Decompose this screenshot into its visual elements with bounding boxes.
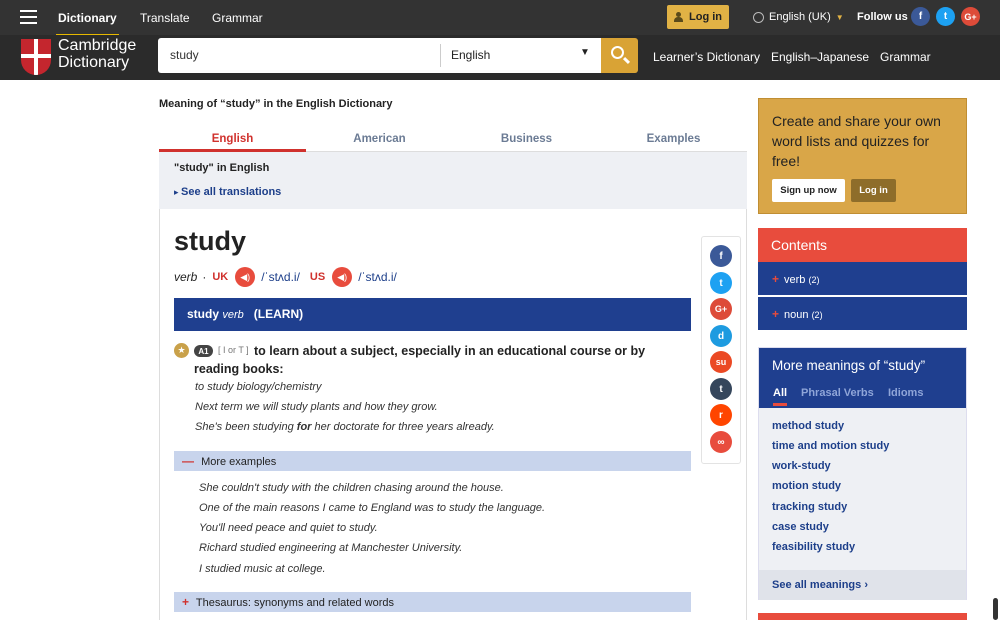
- dictionary-tabs: [159, 129, 747, 152]
- twitter-share-icon[interactable]: t: [710, 272, 732, 294]
- more-meanings-panel: [758, 347, 967, 600]
- see-all-footer: [759, 570, 966, 600]
- learners-dictionary-link[interactable]: Learner’s Dictionary: [653, 50, 760, 64]
- follow-us-label: Follow us: [857, 11, 908, 23]
- chevron-down-icon: ▼: [835, 12, 844, 22]
- tab-business[interactable]: Business: [500, 133, 553, 145]
- grammar-link[interactable]: Grammar: [880, 50, 931, 64]
- facebook-icon[interactable]: f: [911, 7, 930, 26]
- google-plus-icon[interactable]: G+: [961, 7, 980, 26]
- tab-idioms[interactable]: Idioms: [888, 387, 924, 399]
- next-panel-header: [758, 613, 967, 620]
- thesaurus-label: Thesaurus: synonyms and related words: [195, 597, 394, 609]
- logo-line-1: Cambridge: [58, 37, 137, 54]
- example-sentence: Next term we will study plants and how they grow.: [195, 401, 438, 413]
- search-icon: [611, 46, 624, 59]
- facebook-share-icon[interactable]: f: [710, 245, 732, 267]
- page-title: Meaning of “study” in the English Dictionary: [159, 98, 393, 110]
- related-meaning-link[interactable]: feasibility study: [772, 541, 856, 553]
- tumblr-share-icon[interactable]: t: [710, 378, 732, 400]
- definition: to learn about a subject, especially in an educational course or by reading books:: [194, 344, 646, 376]
- top-nav: [0, 0, 1000, 35]
- related-meaning-link[interactable]: work-study: [772, 460, 831, 472]
- sense-header: [174, 298, 691, 331]
- logo[interactable]: [58, 37, 136, 71]
- cambridge-crest-icon[interactable]: [21, 39, 51, 75]
- tab-phrasal-verbs[interactable]: Phrasal Verbs: [801, 387, 874, 399]
- tab-all[interactable]: All: [773, 387, 788, 399]
- tab-examples[interactable]: Examples: [646, 133, 701, 145]
- example-text: her doctorate for three years already.: [311, 421, 495, 433]
- grammar-code: [ I or T ]: [218, 345, 249, 355]
- promo-text: Create and share your own word lists and quizzes for free!: [772, 113, 941, 169]
- speaker-icon[interactable]: ◀): [235, 267, 255, 287]
- see-all-translations-link[interactable]: ▸ See all translations: [174, 186, 281, 198]
- sign-up-button[interactable]: Sign up now: [772, 179, 845, 202]
- search-divider: [440, 44, 441, 67]
- translations-panel: [159, 152, 747, 209]
- sense-word: study: [187, 307, 220, 321]
- contents-label: verb: [784, 274, 806, 286]
- uk-label: UK: [212, 271, 229, 283]
- contents-item-verb[interactable]: [758, 262, 967, 295]
- login-label: Log in: [689, 11, 722, 23]
- more-example: I studied music at college.: [199, 563, 326, 575]
- tab-english[interactable]: English: [211, 133, 254, 145]
- plus-icon: +: [772, 307, 780, 321]
- related-meaning-link[interactable]: case study: [772, 521, 829, 533]
- uk-ipa: /ˈstʌd.i/: [261, 270, 300, 284]
- related-meaning-link[interactable]: time and motion study: [772, 440, 890, 452]
- stumbleupon-share-icon[interactable]: su: [710, 351, 732, 373]
- tab-american[interactable]: American: [353, 133, 406, 145]
- more-meanings-header: [759, 348, 966, 408]
- english-japanese-link[interactable]: English–Japanese: [771, 50, 870, 64]
- related-meaning-link[interactable]: tracking study: [772, 501, 848, 513]
- headword: study: [174, 226, 247, 256]
- contents-label: noun: [784, 309, 809, 321]
- menu-icon[interactable]: [20, 10, 37, 24]
- translations-title: "study" in English: [174, 162, 270, 174]
- chevron-down-icon[interactable]: ▼: [580, 47, 590, 58]
- more-example: She couldn't study with the children chasing around the house.: [199, 482, 504, 494]
- sense-pos: verb: [222, 309, 244, 321]
- language-label: English (UK): [769, 11, 831, 23]
- example-collocation: for: [296, 421, 312, 433]
- sense-guideword: (LEARN): [253, 307, 304, 321]
- login-button[interactable]: [667, 5, 729, 29]
- share-bar: [701, 236, 741, 464]
- globe-icon: [753, 12, 764, 23]
- cefr-level-badge: A1: [194, 345, 213, 357]
- related-meaning-link[interactable]: method study: [772, 420, 845, 432]
- part-of-speech: verb: [174, 270, 198, 284]
- plus-icon: +: [182, 595, 190, 609]
- star-icon[interactable]: ★: [174, 343, 189, 358]
- user-icon: [674, 12, 683, 22]
- speaker-icon[interactable]: ◀): [332, 267, 352, 287]
- related-meaning-link[interactable]: motion study: [772, 480, 842, 492]
- logo-line-2: Dictionary: [58, 54, 130, 71]
- language-selector[interactable]: [753, 11, 844, 23]
- us-ipa: /ˈstʌd.i/: [358, 270, 397, 284]
- link-share-icon[interactable]: ∞: [710, 431, 732, 453]
- minus-icon: —: [182, 454, 194, 468]
- search-input[interactable]: [170, 48, 430, 62]
- pronunciation-line: [174, 267, 397, 287]
- more-examples-toggle[interactable]: [174, 451, 691, 471]
- more-example: Richard studied engineering at Manchester University.: [199, 542, 463, 554]
- search-language-select[interactable]: English: [451, 48, 491, 62]
- example-text: She's been studying: [195, 421, 297, 433]
- header-bar: [0, 35, 1000, 80]
- search-box: [158, 38, 601, 73]
- example-sentence: [195, 421, 495, 433]
- separator-dot: ·: [202, 270, 207, 284]
- delicious-share-icon[interactable]: d: [710, 325, 732, 347]
- example-sentence: to study biology/chemistry: [195, 381, 322, 393]
- contents-item-noun[interactable]: [758, 297, 967, 330]
- google-plus-share-icon[interactable]: G+: [710, 298, 732, 320]
- scrollbar[interactable]: [993, 598, 998, 620]
- nav-dictionary[interactable]: Dictionary: [58, 11, 117, 25]
- us-label: US: [309, 271, 326, 283]
- nav-translate[interactable]: Translate: [140, 11, 190, 25]
- thesaurus-toggle[interactable]: [174, 592, 691, 612]
- more-examples-label: More examples: [201, 456, 277, 468]
- more-example: One of the main reasons I came to England was to study the language.: [199, 502, 546, 514]
- more-meanings-title: More meanings of “study”: [772, 358, 926, 373]
- plus-icon: +: [772, 272, 780, 286]
- contents-count: (2): [811, 310, 823, 320]
- promo-login-button[interactable]: Log in: [851, 179, 896, 202]
- nav-grammar[interactable]: Grammar: [212, 11, 263, 25]
- see-all-meanings-link[interactable]: See all meanings ›: [772, 579, 868, 591]
- contents-header: Contents: [758, 228, 967, 262]
- word-list-promo: [758, 98, 967, 214]
- search-button[interactable]: [601, 38, 638, 73]
- twitter-icon[interactable]: t: [936, 7, 955, 26]
- reddit-share-icon[interactable]: r: [710, 404, 732, 426]
- contents-count: (2): [808, 275, 820, 285]
- more-example: You'll need peace and quiet to study.: [199, 522, 378, 534]
